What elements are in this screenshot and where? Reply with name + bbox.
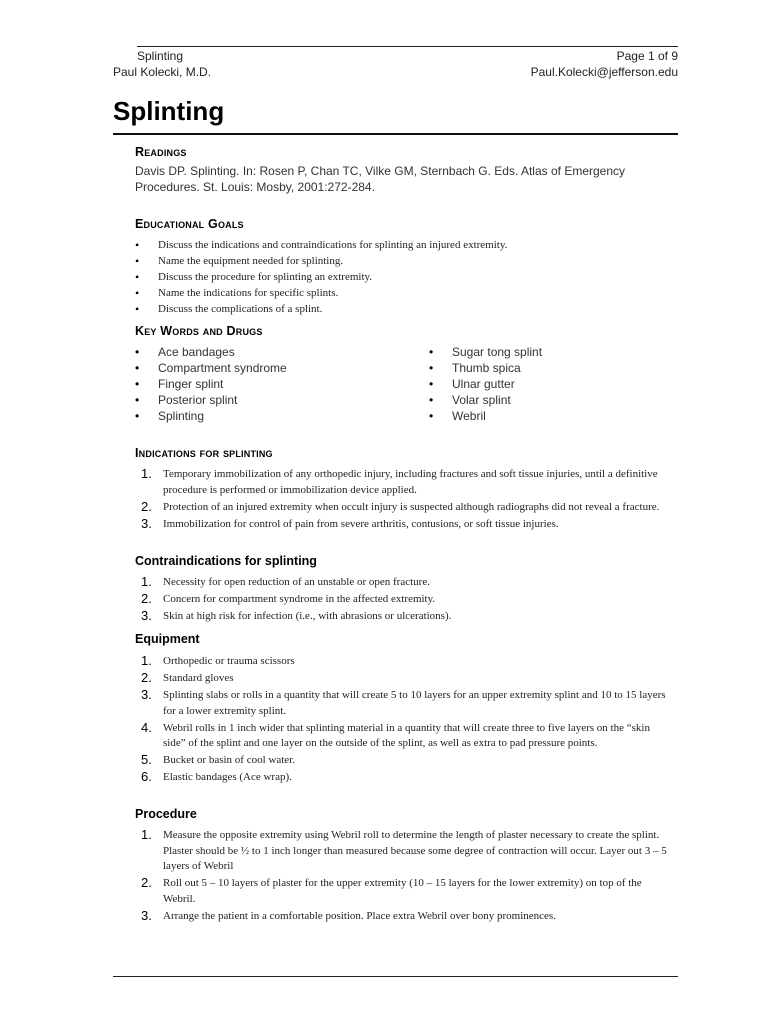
list-item: • Webril bbox=[429, 408, 669, 424]
list-item: • Thumb spica bbox=[429, 360, 669, 376]
equipment-list bbox=[135, 654, 675, 787]
list-item: • Finger splint bbox=[135, 376, 395, 392]
contraindications-heading: Contraindications for splinting bbox=[135, 554, 317, 568]
list-item: • Discuss the procedure for splinting an extremity. bbox=[135, 269, 675, 285]
list-item: 1. Measure the opposite extremity using Webril roll to determine the length of plaster necessary to create the splint. Plaster should be ½ to 1 inch longer than measured because some degree of contraction will occur. Layer out 3 – 5 layers of Webril bbox=[141, 827, 667, 872]
list-item: 2. Standard gloves bbox=[141, 670, 234, 685]
procedure-heading: Procedure bbox=[135, 807, 197, 821]
list-item: • Splinting bbox=[135, 408, 395, 424]
keywords-heading: Key Words and Drugs bbox=[135, 324, 263, 338]
indications-heading: Indications for splinting bbox=[135, 446, 273, 460]
list-item: 5. Bucket or basin of cool water. bbox=[141, 752, 295, 767]
list-item: 1. Necessity for open reduction of an unstable or open fracture. bbox=[141, 574, 430, 589]
list-item: • Name the equipment needed for splinting. bbox=[135, 253, 675, 269]
list-item: 2. Concern for compartment syndrome in the affected extremity. bbox=[141, 591, 436, 606]
list-item: 3. Immobilization for control of pain from severe arthritis, contusions, or soft tissue injuries. bbox=[141, 515, 559, 531]
list-item: • Compartment syndrome bbox=[135, 360, 395, 376]
list-item: • Volar splint bbox=[429, 392, 669, 408]
list-item: • Ulnar gutter bbox=[429, 376, 669, 392]
header-author: Paul Kolecki, M.D. bbox=[113, 65, 212, 79]
list-item: 1. Orthopedic or trauma scissors bbox=[141, 653, 295, 668]
keywords-left-list bbox=[135, 344, 395, 424]
list-item: • Ace bandages bbox=[135, 344, 395, 360]
list-item: 3. Arrange the patient in a comfortable position. Place extra Webril over bony prominences. bbox=[141, 907, 556, 923]
goals-heading: Educational Goals bbox=[135, 217, 244, 231]
list-item: 4. Webril rolls in 1 inch wider that splinting material in a quantity that will create three to five layers on the “skin side” of the splint and one layer on the outside of the splint, as well as extra to pad pressure points. bbox=[141, 719, 650, 749]
equipment-heading: Equipment bbox=[135, 632, 200, 646]
readings-heading: Readings bbox=[135, 145, 187, 159]
list-item: 2. Roll out 5 – 10 layers of plaster for the upper extremity (10 – 15 layers for the lower extremity) on top of the Webril. bbox=[141, 875, 642, 905]
title-rule bbox=[113, 133, 678, 135]
header-email: Paul.Kolecki@jefferson.edu bbox=[530, 65, 678, 79]
list-item: 3. Skin at high risk for infection (i.e., with abrasions or ulcerations). bbox=[141, 608, 452, 623]
list-item: 2. Protection of an injured extremity when occult injury is suspected although radiographs did not reveal a fracture. bbox=[141, 498, 660, 514]
list-item: 3. Splinting slabs or rolls in a quantity that will create 5 to 10 layers for an upper extremity splint and 10 to 15 layers for a lower extremity splint. bbox=[141, 687, 666, 717]
header-rule bbox=[137, 46, 678, 47]
list-item: 6. Elastic bandages (Ace wrap). bbox=[141, 769, 292, 784]
list-item: 1. Temporary immobilization of any orthopedic injury, including fractures and soft tissue injuries, until a definitive procedure is performed or immobilization device applied. bbox=[141, 466, 658, 496]
keywords-right-list bbox=[429, 344, 669, 424]
indications-list bbox=[135, 467, 675, 534]
page-title: Splinting bbox=[113, 96, 225, 126]
procedure-list bbox=[135, 828, 675, 926]
list-item: • Sugar tong splint bbox=[429, 344, 669, 360]
goals-list bbox=[135, 237, 675, 317]
list-item: • Discuss the complications of a splint. bbox=[135, 301, 675, 317]
list-item: • Name the indications for specific splints. bbox=[135, 285, 675, 301]
readings-citation: Davis DP. Splinting. In: Rosen P, Chan TC, Vilke GM, Sternbach G. Eds. Atlas of Emergency Procedures. St. Louis: Mosby, 2001:272-284. bbox=[135, 164, 626, 194]
header-page-number: Page 1 of 9 bbox=[616, 49, 678, 63]
footer-rule bbox=[113, 976, 678, 977]
header-doc-title: Splinting bbox=[137, 49, 184, 63]
list-item: • Discuss the indications and contraindications for splinting an injured extremity. bbox=[135, 237, 675, 253]
list-item: • Posterior splint bbox=[135, 392, 395, 408]
contraindications-list bbox=[135, 575, 675, 626]
